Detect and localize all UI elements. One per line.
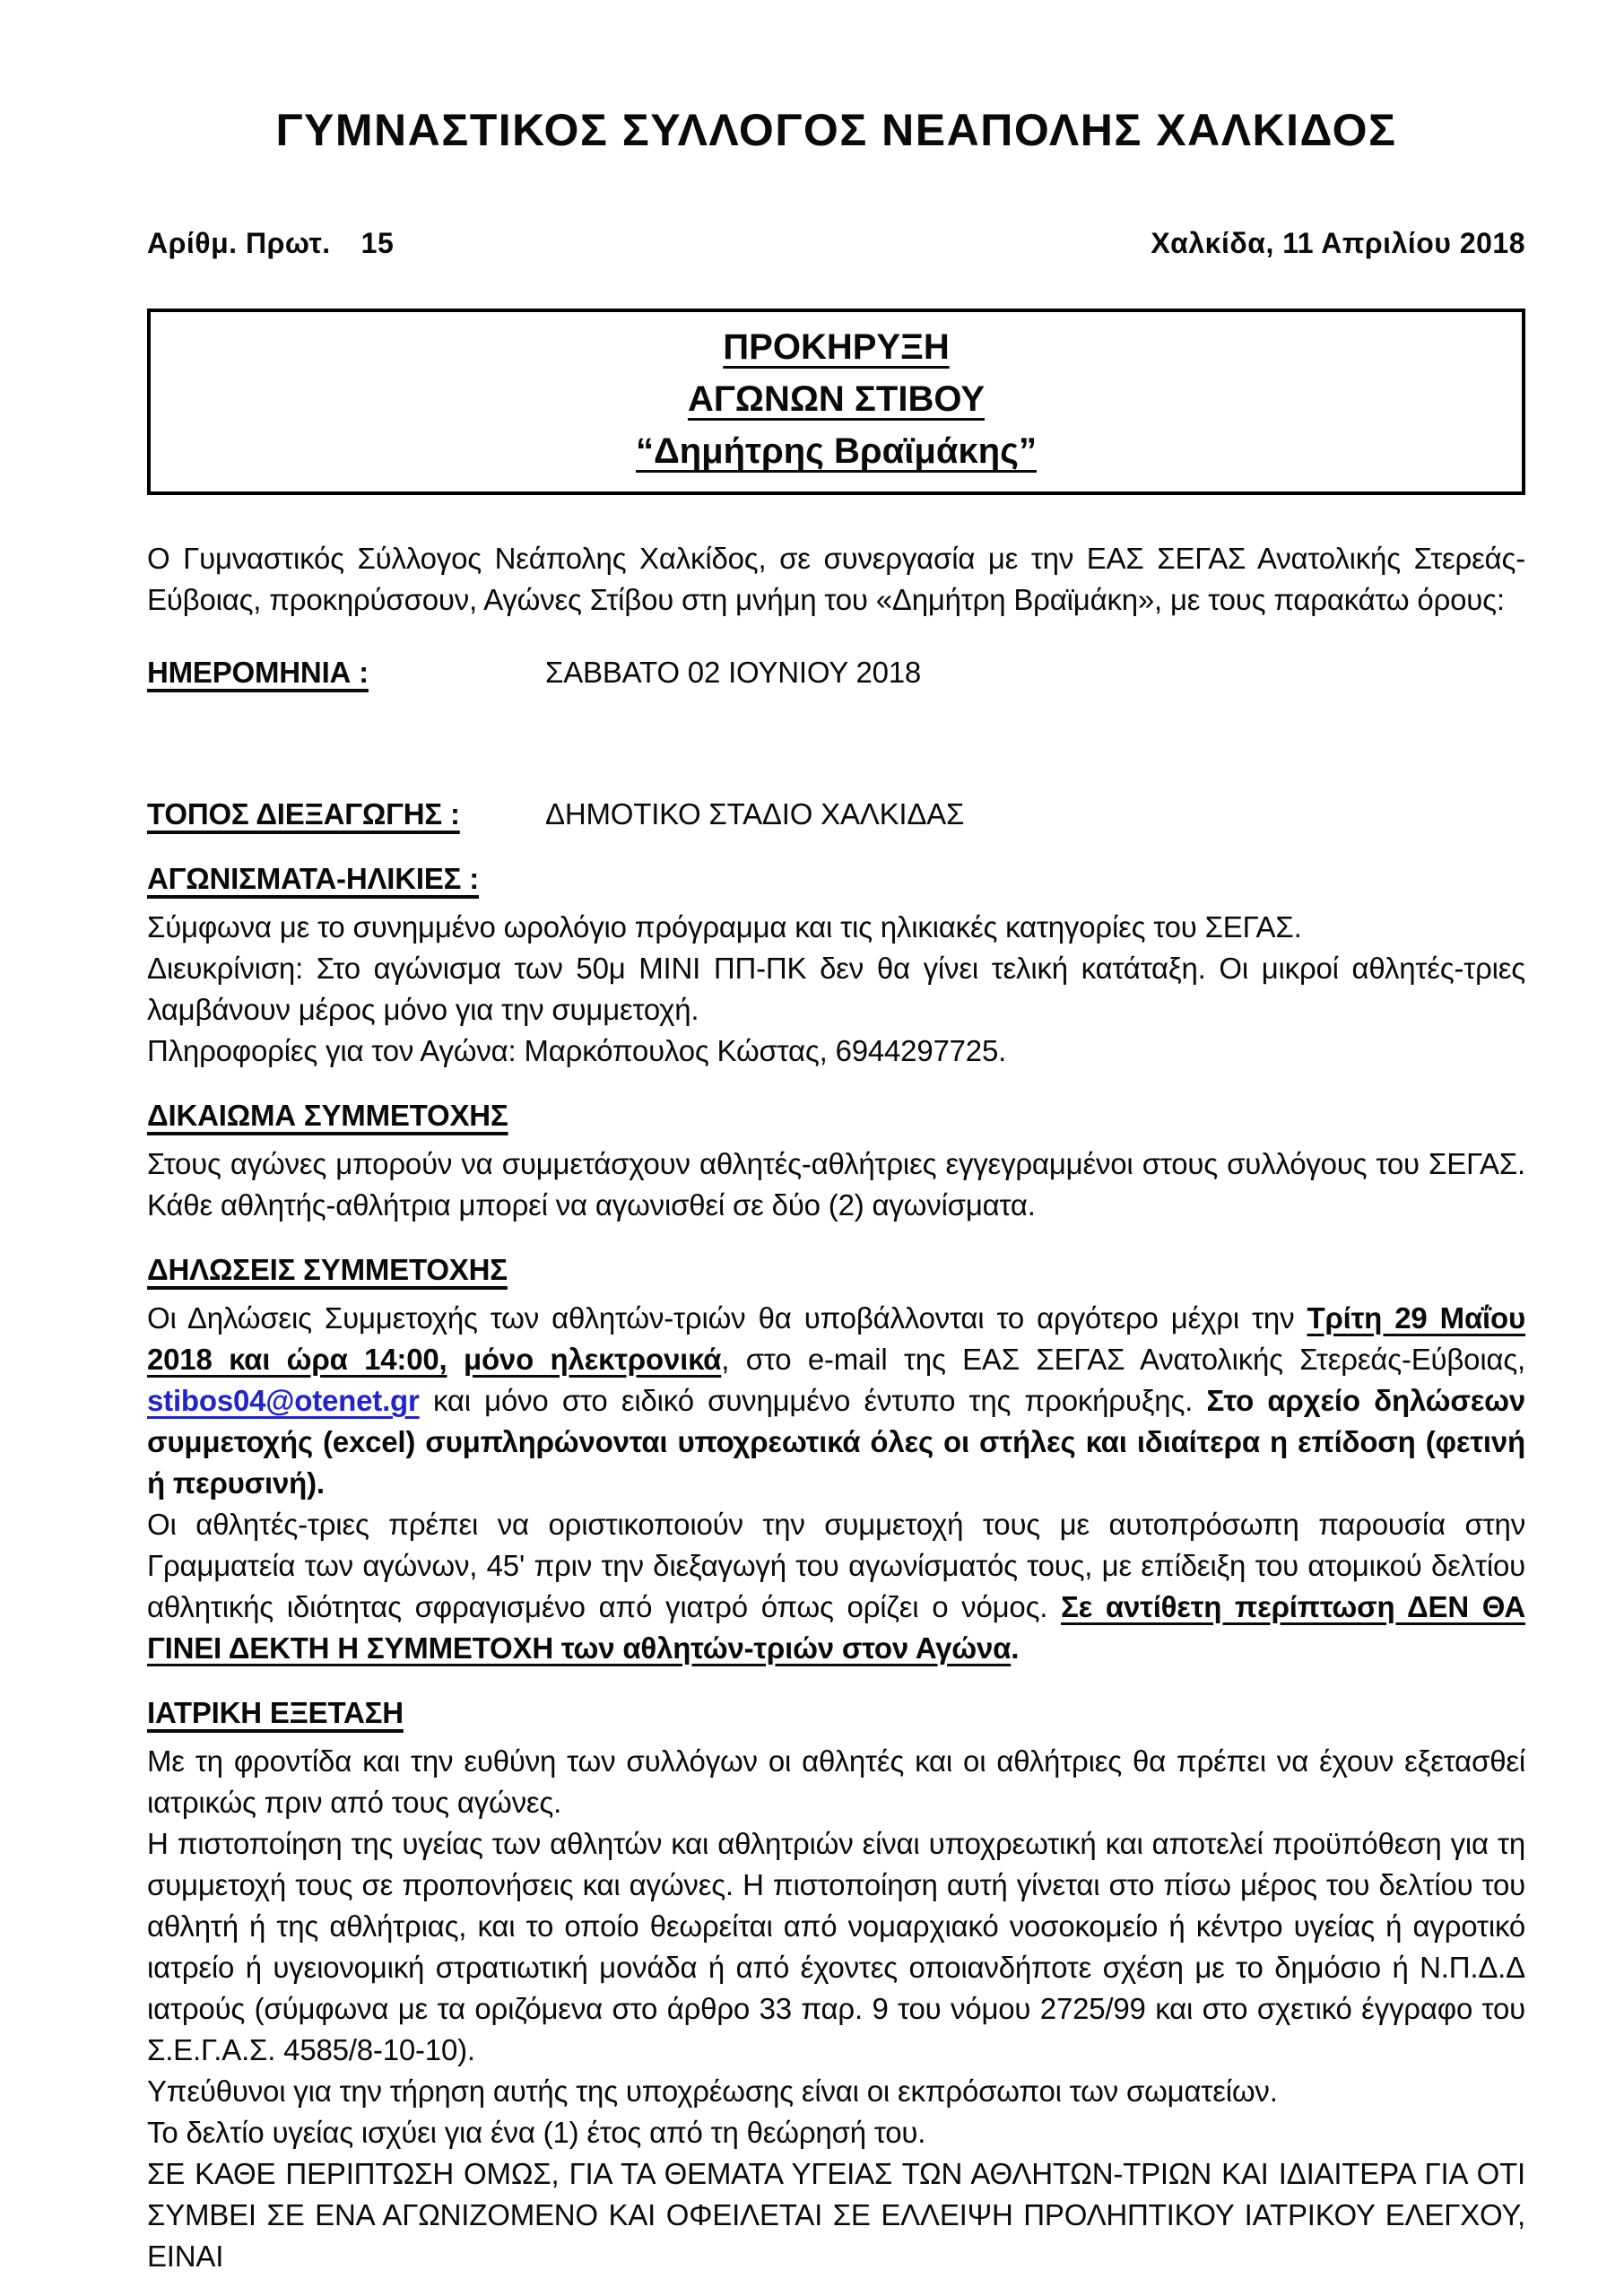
- detail-value-date: ΣΑΒΒΑΤΟ 02 ΙΟΥΝΙΟΥ 2018: [545, 656, 922, 689]
- paragraph: [147, 948, 1525, 1031]
- paragraph: [147, 1298, 1525, 1504]
- protocol-number: 15: [360, 227, 395, 259]
- paragraph: [147, 1741, 1525, 1823]
- text-run: .: [1011, 1631, 1020, 1665]
- detail-row-date: [147, 652, 1525, 693]
- paragraph: [147, 2112, 1525, 2153]
- title-box-line-2: ΑΓΩΝΩΝ ΣΤΙΒΟΥ: [687, 379, 986, 419]
- detail-label-text: ΤΟΠΟΣ ΔΙΕΞΑΓΩΓΗΣ :: [147, 797, 460, 831]
- text-run: Στους αγώνες μπορούν να συμμετάσχουν αθλητές-αθλήτριες εγγεγραμμένοι στους συλλόγους του ΣΕΓΑΣ. Κάθε αθλητής-αθλήτρια μπορεί να αγωνισθεί σε δύο (2) αγωνίσματα.: [147, 1147, 1525, 1222]
- document-section: [147, 1095, 1525, 1226]
- paragraph: [147, 2153, 1525, 2277]
- text-run: Η πιστοποίηση της υγείας των αθλητών και αθλητριών είναι υποχρεωτική και αποτελεί προϋπόθεση για τη συμμετοχή τους σε προπονήσεις και αγώνες. Η πιστοποίηση αυτή γίνεται στο πίσω μέρος του δελτίου του αθλητή ή της αθλήτριας, και το οποίο θεωρείται από νομαρχιακό νοσοκομείο ή κέντρο υγείας ή αγροτικό ιατρείο ή υγειονομική στρατιωτική μονάδα ή από έχοντες οποιανδήποτε σχέση με το δημόσιο ή Ν.Π.Δ.Δ ιατρούς (σύμφωνα με τα οριζόμενα στο άρθρο 33 παρ. 9 του νόμου 2725/99 και στο σχετικό έγγραφο του Σ.Ε.Γ.Α.Σ. 4585/8-10-10).: [147, 1827, 1525, 2066]
- protocol-label: Αρίθμ. Πρωτ.: [147, 227, 331, 259]
- title-box-line-1: ΠΡΟΚΗΡΥΞΗ: [723, 327, 950, 367]
- document-section: [147, 858, 1525, 1072]
- organization-title: ΓΥΜΝΑΣΤΙΚΟΣ ΣΥΛΛΟΓΟΣ ΝΕΑΠΟΛΗΣ ΧΑΛΚΙΔΟΣ: [275, 105, 1397, 155]
- detail-row-venue: [147, 794, 1525, 835]
- protocol-group: [147, 227, 394, 260]
- intro-paragraph: Ο Γυμναστικός Σύλλογος Νεάπολης Χαλκίδος, σε συνεργασία με την ΕΑΣ ΣΕΓΑΣ Ανατολικής Στερεάς-Εύβοιας, προκηρύσσουν, Αγώνες Στίβου στη μνήμη του «Δημήτρη Βραϊμάκη», με τους παρακάτω όρους:: [147, 542, 1525, 616]
- title-box-line-3: “Δημήτρης Βραϊμάκης”: [636, 431, 1037, 471]
- section-heading-text: ΑΓΩΝΙΣΜΑΤΑ-ΗΛΙΚΙΕΣ :: [147, 862, 480, 895]
- text-run: Στο αρχείο δηλώσεων συμμετοχής (excel) συμπληρώνονται υποχρεωτικά όλες οι στήλες και ιδιαίτερα η επίδοση (φετινή ή περυσινή).: [147, 1384, 1525, 1500]
- text-run: μόνο ηλεκτρονικά: [463, 1343, 722, 1376]
- paragraph: [147, 1504, 1525, 1669]
- detail-label-venue: [147, 794, 545, 835]
- text-run: ΣΕ ΚΑΘΕ ΠΕΡΙΠΤΩΣΗ ΟΜΩΣ, ΓΙΑ ΤΑ ΘΕΜΑΤΑ ΥΓΕΙΑΣ ΤΩΝ ΑΘΛΗΤΩΝ-ΤΡΙΩΝ ΚΑΙ ΙΔΙΑΙΤΕΡΑ ΓΙΑ ΟΤΙ ΣΥΜΒΕΙ ΣΕ ΕΝΑ ΑΓΩΝΙΖΟΜΕΝΟ ΚΑΙ ΟΦΕΙΛΕΤΑΙ ΣΕ ΕΛΛΕΙΨΗ ΠΡΟΛΗΠΤΙΚΟΥ ΙΑΤΡΙΚΟΥ ΕΛΕΓΧΟΥ, ΕΙΝΑΙ: [147, 2157, 1525, 2273]
- section-heading-text: ΔΙΚΑΙΩΜΑ ΣΥΜΜΕΤΟΧΗΣ: [147, 1099, 508, 1132]
- announcement-title-box: [147, 309, 1525, 495]
- text-run: Οι Δηλώσεις Συμμετοχής των αθλητών-τριών θα υποβάλλονται το αργότερο μέχρι την: [147, 1301, 1307, 1335]
- place-date: Χαλκίδα, 11 Απριλίου 2018: [1151, 227, 1525, 259]
- text-run: Το δελτίο υγείας ισχύει για ένα (1) έτος από τη θεώρησή του.: [147, 2116, 926, 2149]
- protocol-date-row: [147, 227, 1525, 260]
- paragraph: [147, 2071, 1525, 2112]
- paragraph: [147, 1031, 1525, 1072]
- paragraph: [147, 1823, 1525, 2071]
- text-run: [447, 1343, 464, 1376]
- detail-value-venue: ΔΗΜΟΤΙΚΟ ΣΤΑΔΙΟ ΧΑΛΚΙΔΑΣ: [545, 797, 965, 831]
- document-section: [147, 1692, 1525, 2277]
- text-run: Διευκρίνιση: Στο αγώνισμα των 50μ ΜΙΝΙ ΠΠ-ΠΚ δεν θα γίνει τελική κατάταξη. Οι μικροί αθλητές-τριες λαμβάνουν μέρος μόνο για την συμμετοχή.: [147, 952, 1525, 1026]
- text-run: Με τη φροντίδα και την ευθύνη των συλλόγων οι αθλητές και οι αθλήτριες θα πρέπει να έχουν εξετασθεί ιατρικώς πριν από τους αγώνες.: [147, 1744, 1525, 1819]
- text-run: Πληροφορίες για τον Αγώνα: Μαρκόπουλος Κώστας, 6944297725.: [147, 1034, 1007, 1067]
- text-run: , στο e-mail της ΕΑΣ ΣΕΓΑΣ Ανατολικής Στερεάς-Εύβοιας,: [721, 1343, 1526, 1376]
- section-heading: [147, 1692, 1525, 1734]
- text-run: Σύμφωνα με το συνημμένο ωρολόγιο πρόγραμμα και τις ηλικιακές κατηγορίες του ΣΕΓΑΣ.: [147, 910, 1302, 944]
- detail-label-date: [147, 652, 545, 693]
- text-run: Οι αθλητές-τριες πρέπει να οριστικοποιούν την συμμετοχή τους με αυτοπρόσωπη παρουσία στην Γραμματεία των αγώνων, 45' πριν την διεξαγωγή του αγωνίσματός τους, με επίδειξη του ατομικού δελτίου αθλητικής ιδιότητας σφραγισμένο από γιατρό όπως ορίζει ο νόμος.: [147, 1508, 1525, 1623]
- document-section: [147, 1249, 1525, 1669]
- section-heading-text: ΙΑΤΡΙΚΗ ΕΞΕΤΑΣΗ: [147, 1696, 404, 1729]
- paragraph: [147, 907, 1525, 948]
- section-heading: [147, 1249, 1525, 1291]
- text-run: και μόνο στο ειδικό συνημμένο έντυπο της προκήρυξης.: [419, 1384, 1207, 1417]
- detail-label-text: ΗΜΕΡΟΜΗΝΙΑ :: [147, 656, 369, 689]
- document-body: [147, 858, 1525, 2277]
- text-run: Τρίτη 29 Μαΐου 2018 και ώρα 14:00,: [147, 1301, 1525, 1376]
- text-run: Σε αντίθετη περίπτωση ΔΕΝ ΘΑ ΓΙΝΕΙ ΔΕΚΤΗ Η ΣΥΜΜΕΤΟΧΗ των αθλητών-τριών στον Αγώνα: [147, 1590, 1525, 1665]
- section-heading: [147, 1095, 1525, 1136]
- paragraph: [147, 1144, 1525, 1226]
- section-heading-text: ΔΗΛΩΣΕΙΣ ΣΥΜΜΕΤΟΧΗΣ: [147, 1253, 508, 1286]
- email-link[interactable]: stibos04@otenet.gr: [147, 1384, 420, 1417]
- section-heading: [147, 858, 1525, 900]
- text-run: Υπεύθυνοι για την τήρηση αυτής της υποχρέωσης είναι οι εκπρόσωποι των σωματείων.: [147, 2074, 1278, 2108]
